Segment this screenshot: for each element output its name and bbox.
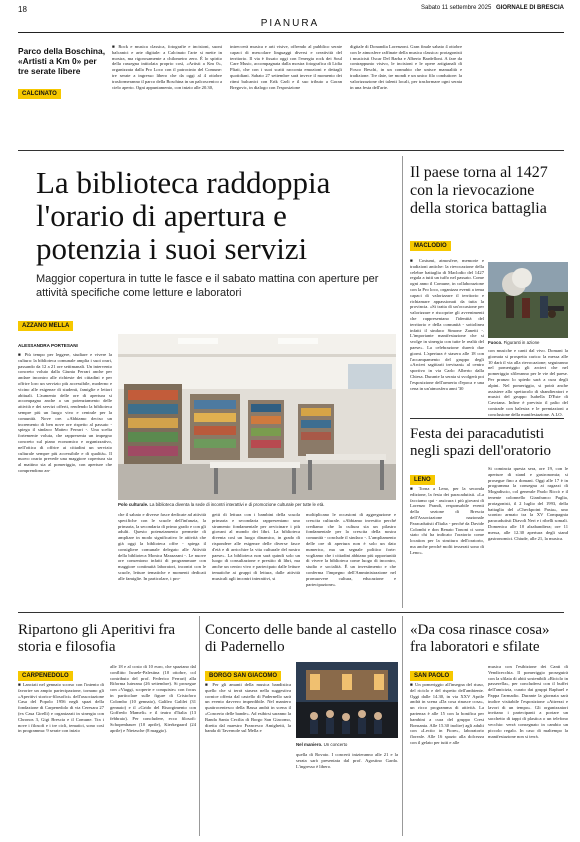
brief-calcinato xyxy=(18,46,106,100)
maclodio-column-1: ■ Costumi, atmosfere, memorie e tradizioni antiche: la rievocazione della celebre battaglia di Maclodio del 1427 regala a tutti un tuffo nel passato. Come ogni anno il Comune, in collaborazione con la Pro loco, organizza eventi a tema capaci di valorizzare il territorio e richiamare appassionati da tutta la provincia. «Si tratta di un'occasione per valorizzare e riscoprire gli avvenimenti che rappresentano l'identità del territorio e della comunità - sottolinea infatti il sindaco Simone Zanetti -. L'importante manifestazione che si svolge in sinergia con tutte le realtà del paese». La celebrazione durerà due giorni. L'apertura è stasera alle 18 con l'accampamento del gruppo degli «Arcieri sagittarii trevisani» al centro sportivo in via Carlo Alberto dalla Chiesa. Durante la serata si svolgerà poi l'esposizione dell'armeria d'epoca e una cena in un'atmosfera anni '30 xyxy=(410,258,484,391)
location-tag: CARPENEDOLO xyxy=(18,671,73,681)
concert-illustration xyxy=(296,662,398,738)
library-illustration xyxy=(118,334,396,500)
column-divider xyxy=(402,156,403,608)
maclodio-headline: Il paese torna al 1427 con la rievocazione della storica battaglia xyxy=(410,164,548,217)
section-title: PIANURA xyxy=(260,18,320,29)
location-tag: MACLODIO xyxy=(410,241,451,251)
borgo-column-1: ■ Per gli amanti della musica bandistica quello che si terrà stasera nella suggestiva cornice offerta dal castello di Padernello sarà un evento davvero imperdibile. Nel maniero quattrocentesco della Bassa andrà in scena il «Concerto delle bande». Ad esibirsi saranno la Banda Santa Cecilia di Borgo San Giacomo, diretta dal maestro Francesco Amighetti, la banda di Tavernole sul Mella e xyxy=(205,682,291,734)
concert-photo-caption xyxy=(296,742,398,747)
caption-text: Figuranti in azione xyxy=(503,340,540,345)
caption-text: La biblioteca diventa la sede di incontri interattivi e di promozione culturale per tutte le età. xyxy=(149,502,325,507)
location-tag: SAN PAOLO xyxy=(410,671,453,681)
header-divider xyxy=(18,32,564,33)
maclodio-column-2: con musiche e canti dal vivo. Domani la giornata si prospetta carica: la messa alle 10 darà il via alla rievocazione; seguiranno nel pomeriggio gli arcieri che nel pomeriggio sfileranno per le vie del paese. Per pranzo lo spiedo sarà a cura degli alpini. Nel pomeriggio, si potrà anche assistere allo spettacolo di sbandieratori e musici del gruppo Isabella D'Este di Cavriana. Infine è previsto il palio del contrade con balestra e le premiazioni a conclusione della manifestazione. A.LO. xyxy=(488,348,568,417)
borgo-headline: Concerto delle bande al castello di Padernello xyxy=(205,622,397,655)
caption-lead: Fuoco. xyxy=(488,340,503,345)
battle-photo-caption xyxy=(488,340,568,345)
main-tag-wrap xyxy=(18,314,73,332)
bottom-divider-1 xyxy=(199,616,200,836)
borgo-column-2: quella di Rovato. I concerti inizieranno alle 21 e la serata sarà presentata dal prof. Agostino Garda. L'ingresso è libero. xyxy=(296,752,398,769)
sanpaolo-tag-wrap xyxy=(410,664,453,682)
location-tag: AZZANO MELLA xyxy=(18,321,73,331)
battle-photo xyxy=(488,262,568,338)
concert-photo xyxy=(296,662,398,738)
issue-date: Sabato 11 settembre 2025 xyxy=(421,5,492,11)
carpenedolo-tag-wrap xyxy=(18,664,73,682)
author: ALESSANDRA PORTESANI xyxy=(18,343,78,348)
page-number: 18 xyxy=(18,5,27,14)
bottom-divider-2 xyxy=(402,616,403,836)
location-tag: CALCINATO xyxy=(18,89,61,99)
sanpaolo-column-1: ■ Un pomeriggio all'insegna del riuso, del riciclo e del rispetto dell'ambiente. Oggi dalle 14.30, in via XXV Aprile andrà in scena «Da cosa rinasce cosa», un ricco programma di attività. La partenza è alle 15 con la bonifica per bambini a cura del gruppo Crest Bonsania. Alle 15.30 inoltre) agli adulti con «Lectio in Fiore», laboratorio floreale. Alle 16 spazio alla dolcezza con il gelato per tutti e alle xyxy=(410,682,484,745)
brief-title: Parco della Boschina, «Artisti a Km 0» per tre serate libere xyxy=(18,46,106,76)
main-photo-caption xyxy=(118,502,396,507)
maclodio-tag-wrap xyxy=(410,234,451,252)
location-tag: LENO xyxy=(410,475,435,485)
masthead xyxy=(421,5,564,11)
caption-lead: Nel maniero. xyxy=(296,742,323,747)
brief-column-1: ■ Rock e musica classica, fotografie e incisioni, suoni balcanici e arte digitale: a Calcinato l'arte si mette in mostra, ma rigorosamente a chilometro zero. È lo spirito della rassegna intitolata proprio così, «Artisti a Km 0», organizzata dalla Pro Loco con il patrocinio del Comune: tre serate a ingresso libero che da oggi al 4 ottobre trasformeranno il parco della Boschina in un palcoscenico a cielo aperto. Ogni appuntamento, con inizio alle 20.30, xyxy=(112,44,222,90)
caption-lead: Polo culturale. xyxy=(118,502,149,507)
battle-illustration xyxy=(488,262,568,338)
carpenedolo-headline: Ripartono gli Aperitivi fra storia e filosofia xyxy=(18,622,176,655)
newspaper-name: GIORNALE DI BRESCIA xyxy=(495,5,564,11)
leno-column-2: Si comincia questa sera, ore 19, con le aperture di stand e gastronomia; si prosegue fino a domani. Oggi alle 17 è in programma la consegna ai ragazzi di Mogadiscio, col generale Paolo Riccò e il tenente colonnello Gianfranco Paglia, protagonisti, il 2 luglio del 1993, della battaglia del «Checkpoint Pasta», uno scontro armato tra la XV Compagnia paracadutisti Diavoli Neri e i ribelli somali. Domenica alle 10 alzabandiera; ore 11 messa, alle 12.30 apertura degli stand gastronomici. Chiude, alle 21, la musica. xyxy=(488,466,568,541)
right-divider xyxy=(410,418,564,419)
brief-column-2: intreccerà musica e arti visive, offrendo al pubblico serate capaci di mescolare linguaggi diversi e creatività del territorio. Il via è fissato oggi con l'energia rock dei Soul Care Music, accompagnata dalla mostra fotografica di Lidia Pliati, che con i suoi scatti racconta emozioni e dettagli quotidiani. Sabato 27 settembre sarà invece il momento dei ritmi balcanici con Erik Carli e il suo tributo a Goran Bregovic, in dialogo con l'esposizione xyxy=(230,44,342,90)
main-column-1: ■ Più tempo per leggere, studiare e vivere la cultura: la biblioteca comunale amplia i suoi orari, passando da 12 a 21 ore settimanali. Un intervento concreto voluto dalla Giunta Ferrari anche per andare incontro alle richieste dei cittadini e per offrire loro un servizio più accessibile, moderno e vicino alle esigenze di studenti, famiglie e lettori abituali. L'aumento delle ore di apertura si accompagna anche a un potenziamento delle attività e dei servizi offerti, rendendo la biblioteca sempre più un luogo vivo e centrale per la comunità. Nove ore. «Abbiamo deciso un incremento di ben nove ore rispetto al passato - spiega il sindaco Matteo Ferrari -. Una scelta fortemente voluta, che rappresenta un impegno concreto sul piano economico e organizzativo, nell'ottica di offrire ai cittadini un servizio culturale sempre più accessibile e di qualità». Il nuovo orario prevede una maggiore copertura sia al mattino sia al pomeriggio, con aperture che comprendono an- xyxy=(18,352,112,473)
sanpaolo-headline: «Da cosa rinasce cosa» fra laboratori e sfilate xyxy=(410,622,550,655)
leno-tag-wrap xyxy=(410,468,435,486)
sanpaolo-column-2: musica con l'esibizione dei Canti di Vendicecchia. Il pomeriggio proseguirà con la sfilata di abiti sostenibili «Riciclo in passerella», per concludersi con il buffet dell'amicizia, curato dai gruppi Raphael e Pappa l'armadio. Durante la giornata sarà inoltre visitabile l'esposizione «Attrezzi e lavori di un tempo». Gli organizzatori invitano i partecipanti a portare un sacchetto di tappi di plastica o un telefono vecchio: verrà consegnato in cambio un piccolo regalo. In caso di maltempo la manifestazione non si terrà. xyxy=(488,664,568,739)
main-column-3: getti di lettura con i bambini della scuola primaria e secondaria rappresentano uno strumento fondamentale per avvicinare i più giovani al mondo dei libri. La biblioteca diventa così un luogo dinamico, in grado di rispondere alle esigenze delle diverse fasce d'età e di arricchire la vita culturale del nostro paese». La biblioteca non sarà quindi solo un luogo di consultazione e prestito di libri, ma anche un centro vivo e partecipato dalle letture tematiche ai gruppi di lettura, dalle attività musicali agli incontri interattivi, si xyxy=(212,512,300,581)
bottom-divider xyxy=(18,612,564,613)
borgo-tag-wrap xyxy=(205,664,281,682)
carpenedolo-column-2: alle 18 e al costo di 10 euro, che spaziano dal conflitto Israele-Palestina (10 ottobre, col contributo del prof. Federico Ferrari) alla Riforma luterana (26 settembre). Si prosegue con «Viaggi, scoperte e conquiste» con focus in particolare sulle figure di Cristoforo Colombo (10 gennaio), Galileo Galilei (31 gennaio) e il «Grido del Risorgimento con Goffredo Mameli» e il teatro d'Italia (13 febbraio). Per concludere, ecco filosofi: Schopenhauer (10 aprile), Kierkegaard (24 aprile) e Nietzsche (8 maggio). xyxy=(110,664,196,733)
location-tag: BORGO SAN GIACOMO xyxy=(205,671,281,681)
main-column-2: che il sabato e diverse fasce dedicate ad attività specifiche con le scuole dell'infanzia, la primaria, la secondaria di primo grado e con gli adulti. Questo potenziamento permette di ampliare in modo significativo le attività che già oggi la biblioteca offre - spiega il consigliere comunale delegato alle Attività della biblioteca Monica Marazzani -. Le nuove ore consentono infatti di programmare con maggiore continuità laboratori, incontri con le scuole, letture tematiche e momenti dedicati alle famiglie. In particolare, i pro- xyxy=(118,512,206,581)
main-subheadline: Maggior copertura in tutte le fasce e il sabato mattina con aperture per attività specifiche come letture e laboratori xyxy=(36,273,379,299)
caption-text: Un concerto xyxy=(323,742,348,747)
main-column-4: moltiplicano le occasioni di aggregazione e crescita culturale. «Abbiamo investito perché crediamo che la cultura sia un pilastro fondamentale per la crescita della nostra comunità - conclude il sindaco -. L'ampliamento delle ore di apertura non è solo un dato numerico, ma un segnale politico forte: vogliamo che i cittadini abbiano più opportunità di vivere la biblioteca come luogo di incontro, studio e socialità. È un investimento e che conferma l'impegno dell'Amministrazione nel promuovere cultura, educazione e partecipazione». xyxy=(306,512,396,587)
library-photo xyxy=(118,334,396,500)
leno-headline: Festa dei paracadutisti negli spazi dell'oratorio xyxy=(410,426,551,459)
leno-column-1: ■ Torna a Leno, per la seconda edizione, la festa dei paracadutisti. «La facciamo qui - assicura i più giovani di Lorenzo Prandi, responsabile eventi della sezione di Brescia dell'Associazione nazionale Paracadutisti d'Italia - perché da Davide Colombi e don Renato Tononi ci sono stato chi ha indicato l'oratorio come location per la struttura dell'oratorio, ma anche perché molti tesserati sono di Leno». xyxy=(410,486,484,555)
brief-divider xyxy=(18,150,564,151)
brief-column-3: digitale di Donandia Lorenzoni. Gran finale sabato 4 ottobre con le atmosfere raffinate della musica classica: protagonisti i musicisti Oscar Del Barba e Alberto Bardelloni. A fare da contrappunto visivo, le incisioni e le opere artigianali di Fosco Beschi, in un connubio che unisce manualità e tradizione. Tre date, tre mondi e un unico filo conduttore: la valorizzazione dei talenti locali, per trasformare ogni serata in una festa dell'arte. xyxy=(350,44,462,90)
main-headline: La biblioteca raddoppia l'orario di apertura e potenzia i suoi servizi xyxy=(36,165,331,266)
carpenedolo-column-1: ■ Lanciati nel gennaio scorso con l'intento di favorire un ampio partecipazione, tornano gli «Aperitivi storico-filosofici» dell'associazione Casa del Popolo 1956 negli spazi della fondazione di Carpenedolo di via Ceresara 27 (ex Casa Girelli) e organizzati in sinergia con Chronos 3, Gigi Brescia e il Comune. Tra i nove i filosofi e i tre cicli, tematici, sono così in programma: 9 serate con inizio xyxy=(18,682,104,734)
